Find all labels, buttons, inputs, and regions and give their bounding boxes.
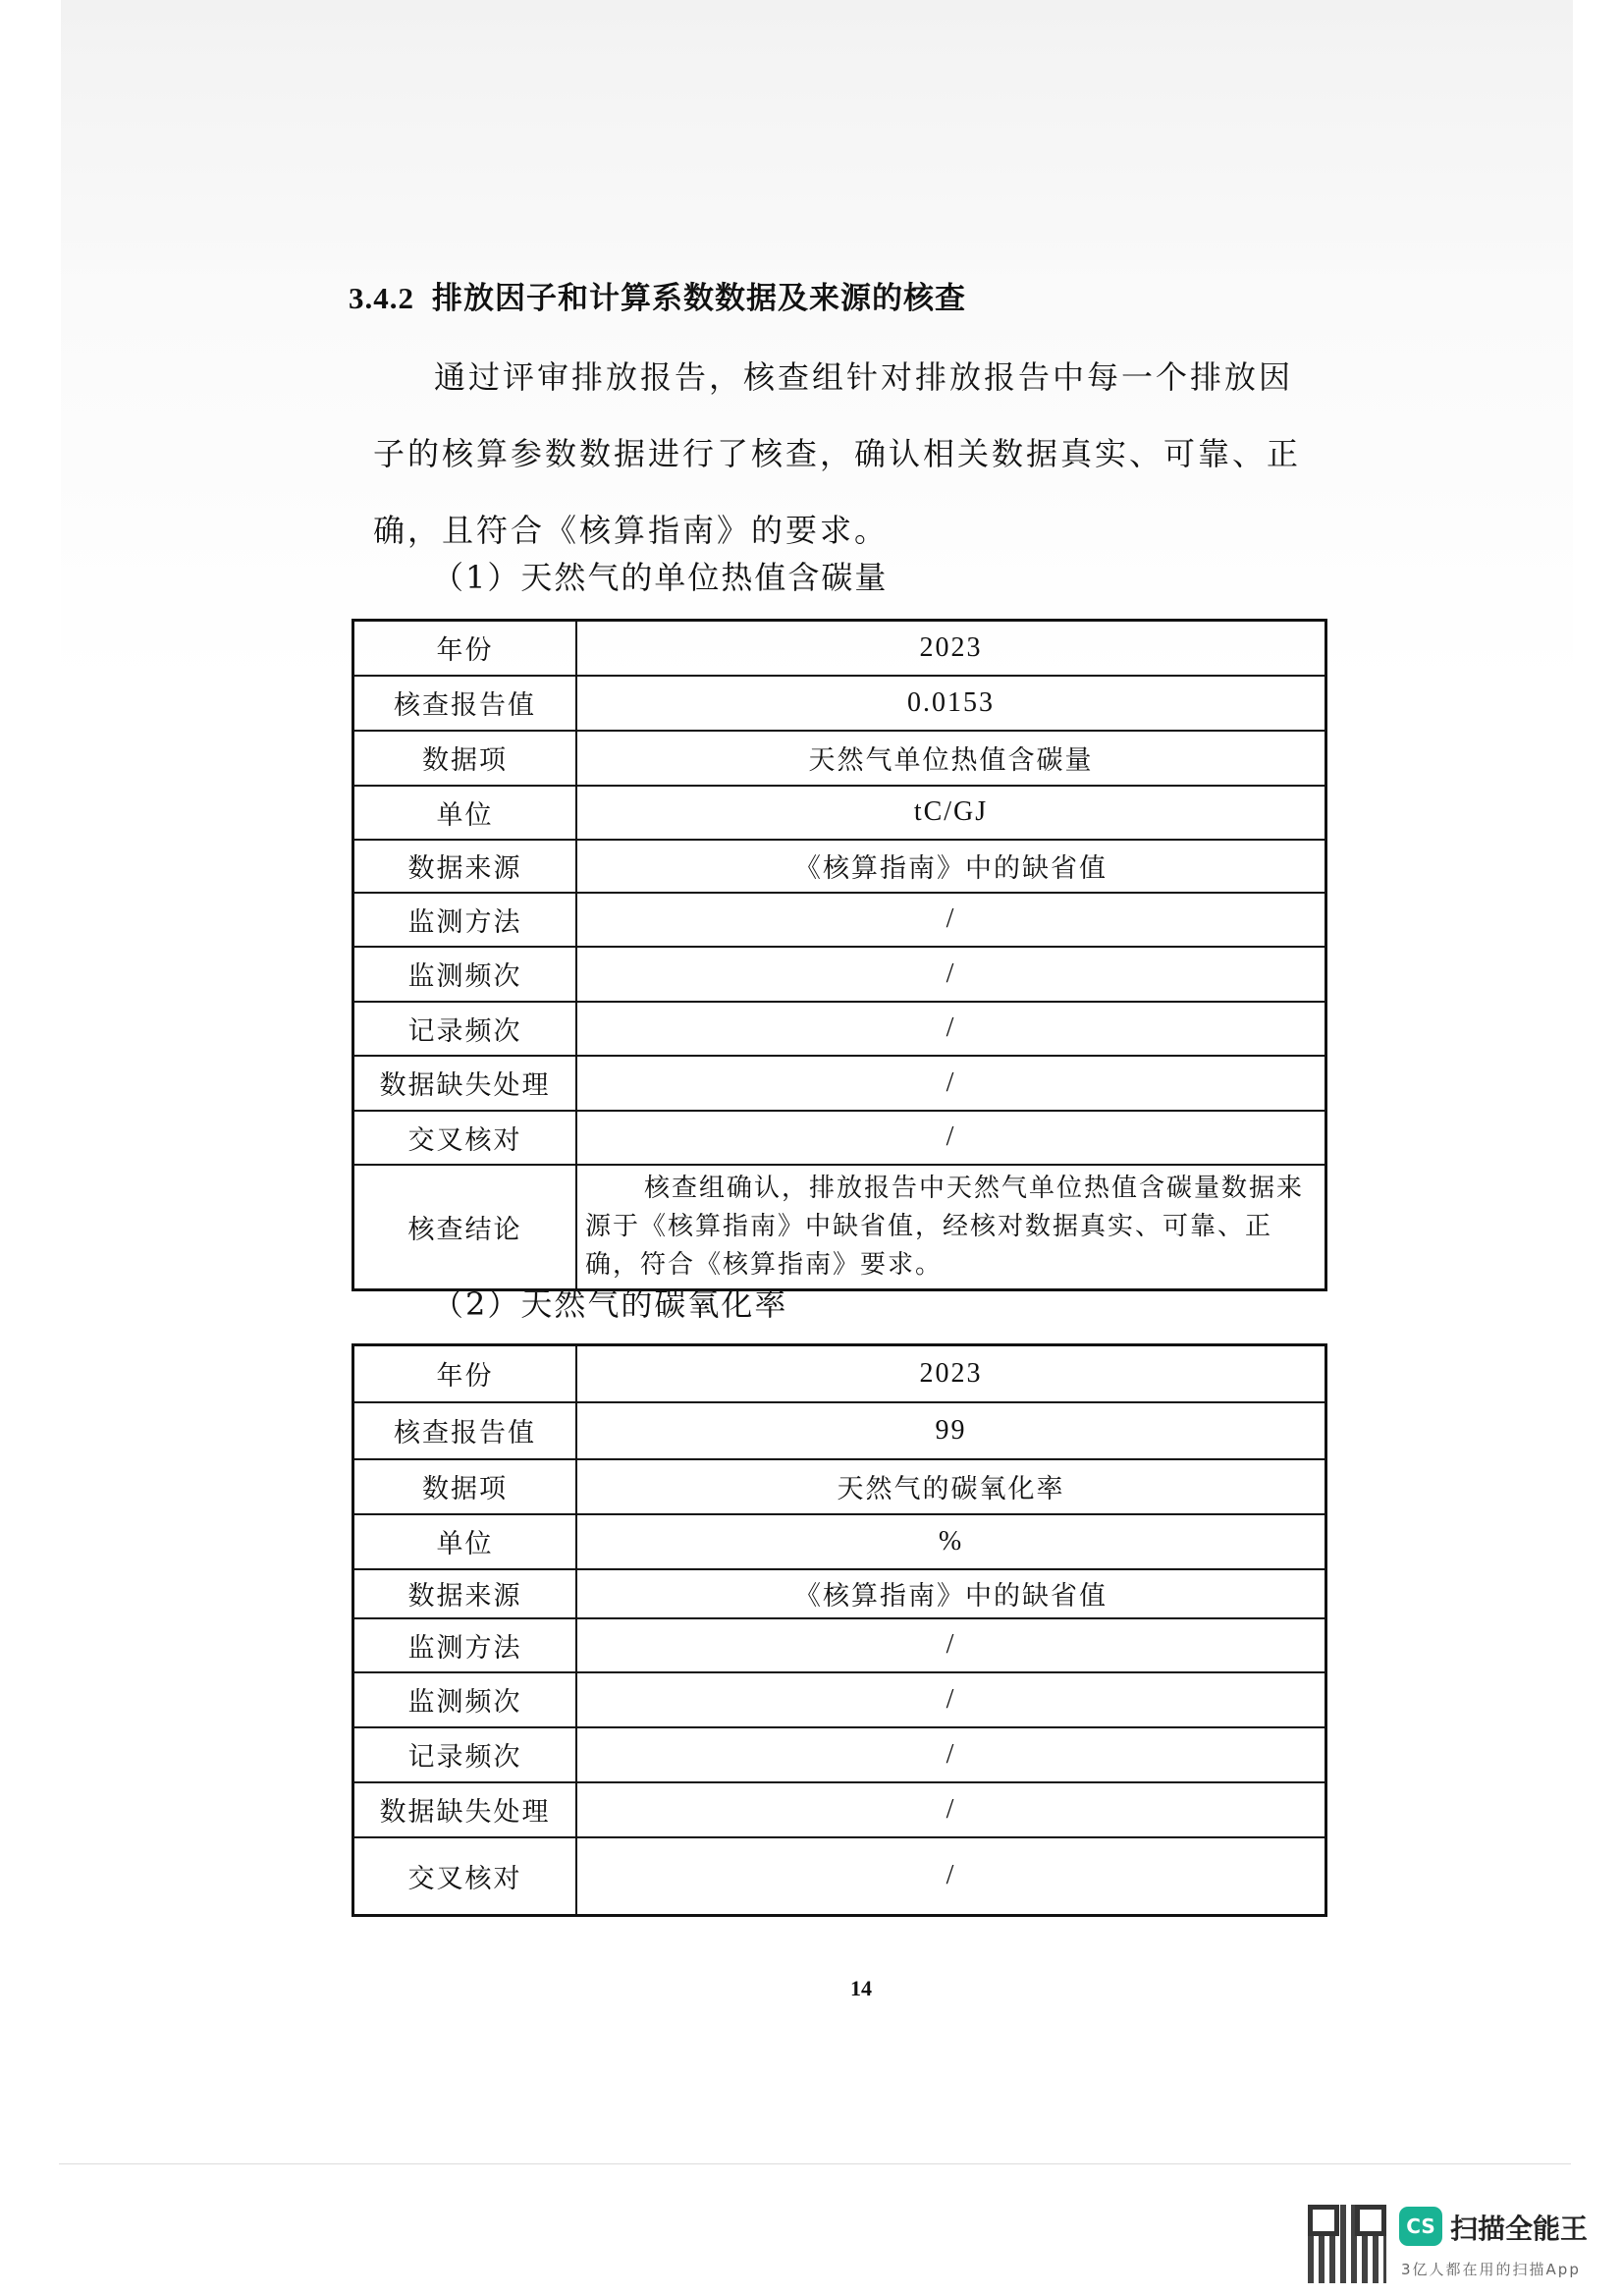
row-value: / [576,1111,1326,1165]
row-value: 2023 [576,1345,1326,1402]
table-row [353,1111,1326,1165]
table-row [353,621,1326,676]
row-label: 监测频次 [353,947,577,1002]
table-row [353,731,1326,786]
table-row [353,1514,1326,1569]
row-value: / [576,1727,1326,1782]
row-value: 0.0153 [576,676,1326,731]
row-label: 核查结论 [353,1165,577,1290]
row-label: 数据缺失处理 [353,1782,577,1837]
row-label: 数据项 [353,1459,577,1514]
section-number: 3.4.2 [349,281,414,315]
row-value: / [576,1056,1326,1111]
row-value: 天然气单位热值含碳量 [576,731,1326,786]
row-label: 数据项 [353,731,577,786]
section-paragraph: 通过评审排放报告，核查组针对排放报告中每一个排放因子的核算参数数据进行了核查，确认相关数据真实、可靠、正确，且符合《核算指南》的要求。 [373,358,1302,549]
scanner-slogan: 3亿人都在用的扫描App [1401,2261,1581,2278]
row-label: 监测方法 [353,1618,577,1672]
row-label: 数据来源 [353,840,577,893]
table-row [353,786,1326,840]
row-label: 数据缺失处理 [353,1056,577,1111]
table2-caption: （2）天然气的碳氧化率 [432,1285,788,1323]
row-label: 记录频次 [353,1002,577,1056]
camscanner-logo-icon: CS [1399,2207,1442,2246]
row-value: / [576,1837,1326,1916]
table-row [353,947,1326,1002]
table-row [353,893,1326,947]
table-row [353,1782,1326,1837]
row-value: / [576,1672,1326,1727]
table-row [353,1402,1326,1459]
conclusion-text [576,1165,1326,1290]
table-row [353,1002,1326,1056]
page-number: 14 [850,1976,872,2000]
row-label: 单位 [353,1514,577,1569]
row-label: 核查报告值 [353,1402,577,1459]
table-carbon-content [351,619,1327,1291]
row-value: 2023 [576,621,1326,676]
qr-code-icon [1308,2205,1386,2283]
row-value: 天然气的碳氧化率 [576,1459,1326,1514]
table-row [353,1459,1326,1514]
table-row [353,1569,1326,1618]
row-label: 交叉核对 [353,1837,577,1916]
row-value: % [576,1514,1326,1569]
row-value: 《核算指南》中的缺省值 [576,840,1326,893]
table-row [353,1056,1326,1111]
table1-caption: （1）天然气的单位热值含碳量 [432,559,889,596]
conclusion-value: 核查组确认，排放报告中天然气单位热值含碳量数据来源于《核算指南》中缺省值，经核对数据真实、可靠、正确，符合《核算指南》要求。 [585,1173,1305,1280]
row-value: 99 [576,1402,1326,1459]
row-label: 单位 [353,786,577,840]
section-title: 排放因子和计算系数数据及来源的核查 [432,281,966,316]
row-value: / [576,1618,1326,1672]
row-label: 年份 [353,621,577,676]
row-value: tC/GJ [576,786,1326,840]
row-value: / [576,1002,1326,1056]
footer-divider [59,2163,1571,2164]
row-label: 年份 [353,1345,577,1402]
row-label: 数据来源 [353,1569,577,1618]
row-label: 记录频次 [353,1727,577,1782]
row-value: / [576,947,1326,1002]
row-value: / [576,893,1326,947]
row-label: 监测频次 [353,1672,577,1727]
table-row [353,1345,1326,1402]
row-label: 交叉核对 [353,1111,577,1165]
section-heading [349,273,966,317]
row-label: 监测方法 [353,893,577,947]
table-row [353,676,1326,731]
scanner-brand: 扫描全能王 [1450,2213,1589,2245]
table-row [353,840,1326,893]
row-value: 《核算指南》中的缺省值 [576,1569,1326,1618]
table-row [353,1618,1326,1672]
table-row [353,1165,1326,1290]
table-oxidation-rate [351,1343,1327,1917]
table-row [353,1727,1326,1782]
row-value: / [576,1782,1326,1837]
table-row [353,1837,1326,1916]
table-row [353,1672,1326,1727]
row-label: 核查报告值 [353,676,577,731]
